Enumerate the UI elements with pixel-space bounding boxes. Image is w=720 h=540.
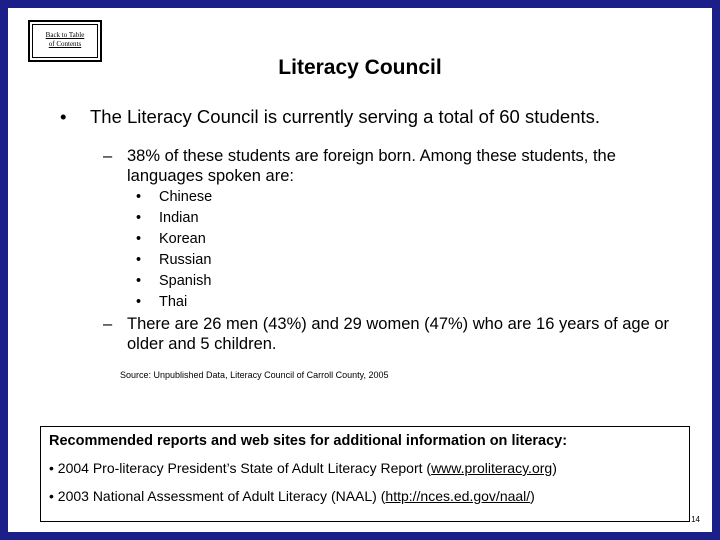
source-note: Source: Unpublished Data, Literacy Council of Carroll County, 2005: [120, 370, 389, 380]
dash-icon: –: [103, 315, 113, 333]
recommended-box: [40, 426, 690, 522]
bullet-icon: •: [136, 273, 142, 289]
dash-icon: –: [103, 147, 113, 165]
recommended-heading: Recommended reports and web sites for additional information on literacy:: [49, 433, 568, 449]
bullet-icon: •: [136, 189, 142, 205]
sub-bullet-demographics-text: There are 26 men (43%) and 29 women (47%) who are 16 years of age or older and 5 children.: [127, 315, 670, 353]
bullet-icon: •: [136, 210, 142, 226]
back-button-line2: of Contents: [48, 40, 82, 48]
back-button-line1: Back to Table: [45, 31, 85, 39]
slide-content: Back to Table of Contents Literacy Council • The Literacy Council is currently serving a total of 60 students. – 38% of these students are foreign born. Among these students, the languages spoken are: • Chinese • Indian • Korean • Russian • Spanish • Thai – There are 26 men (43%) and 29 women (47%) who are 16 years of age or older and 5 children. Source: Unpublished Data, Literacy Council of Carroll County, 2005 Recommended reports and web sites for additional information on literacy: • 2004 Pro-literacy President’s State of Adult Literacy Report (www.proliteracy.org) • 2003 National Assessment of Adult Literacy (NAAL) (http://nces.ed.gov/naal/) 14: [8, 8, 712, 532]
naal-link[interactable]: http://nces.ed.gov/naal/: [385, 488, 531, 504]
sub-bullet-foreign-born-text: 38% of these students are foreign born. Among these students, the languages spoken are:: [127, 147, 616, 185]
bullet-icon: •: [136, 252, 142, 268]
recommended-item-proliteracy: • 2004 Pro-literacy President’s State of Adult Literacy Report (www.proliteracy.org): [49, 460, 557, 476]
page-number: 14: [691, 515, 700, 524]
main-bullet-text: The Literacy Council is currently serving a total of 60 students.: [90, 106, 601, 127]
bullet-icon: •: [136, 294, 142, 310]
slide-title: Literacy Council: [278, 56, 442, 79]
bullet-icon: •: [60, 106, 67, 127]
back-to-contents-button[interactable]: [32, 24, 98, 58]
recommended-item-naal: • 2003 National Assessment of Adult Literacy (NAAL) (http://nces.ed.gov/naal/): [49, 488, 535, 504]
proliteracy-link[interactable]: www.proliteracy.org: [431, 460, 553, 476]
bullet-icon: •: [136, 231, 142, 247]
